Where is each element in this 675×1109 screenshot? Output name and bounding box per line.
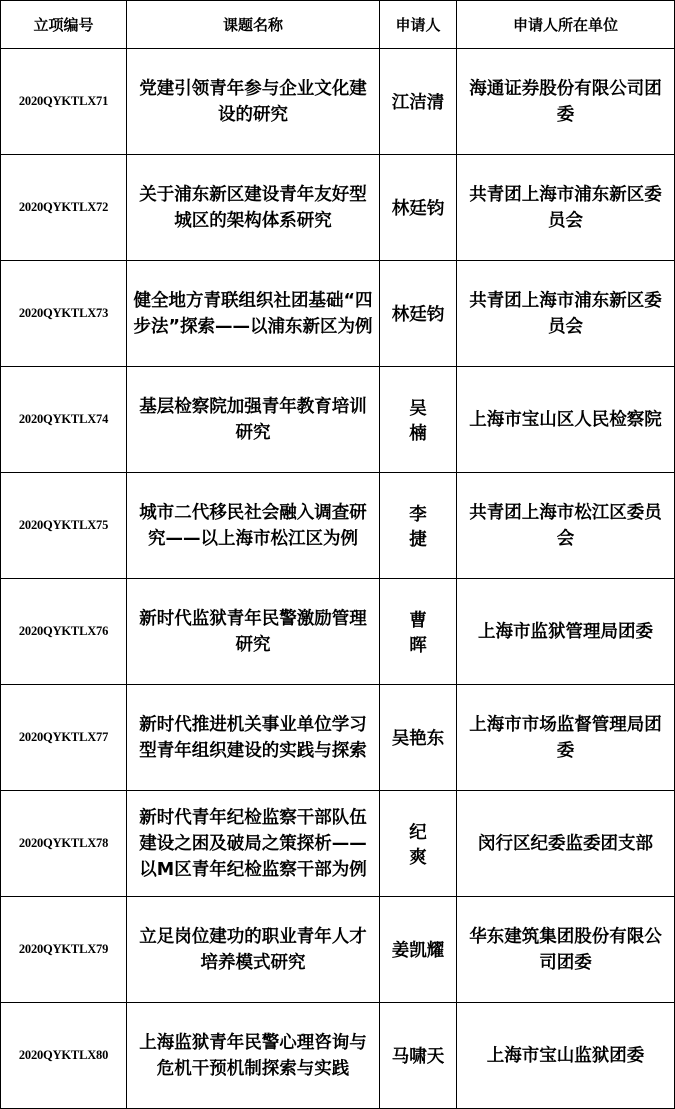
project-title: 基层检察院加强青年教育培训研究 bbox=[127, 367, 380, 473]
project-title: 健全地方青联组织社团基础“四步法”探索——以浦东新区为例 bbox=[127, 261, 380, 367]
header-title: 课题名称 bbox=[127, 1, 380, 49]
applicant-unit: 海通证券股份有限公司团委 bbox=[457, 49, 675, 155]
applicant-unit: 上海市监狱管理局团委 bbox=[457, 579, 675, 685]
table-row bbox=[1, 367, 675, 473]
project-title: 上海监狱青年民警心理咨询与危机干预机制探索与实践 bbox=[127, 1003, 380, 1109]
table-row bbox=[1, 579, 675, 685]
project-title: 立足岗位建功的职业青年人才培养模式研究 bbox=[127, 897, 380, 1003]
project-code: 2020QYKTLX71 bbox=[1, 49, 127, 155]
applicant-unit: 华东建筑集团股份有限公司团委 bbox=[457, 897, 675, 1003]
project-code: 2020QYKTLX79 bbox=[1, 897, 127, 1003]
applicant-name: 江洁清 bbox=[380, 49, 457, 155]
applicant-unit: 上海市宝山监狱团委 bbox=[457, 1003, 675, 1109]
project-code: 2020QYKTLX73 bbox=[1, 261, 127, 367]
header-unit: 申请人所在单位 bbox=[457, 1, 675, 49]
header-row bbox=[1, 1, 675, 49]
project-code: 2020QYKTLX77 bbox=[1, 685, 127, 791]
project-title: 党建引领青年参与企业文化建设的研究 bbox=[127, 49, 380, 155]
table-row bbox=[1, 685, 675, 791]
applicant-unit: 上海市宝山区人民检察院 bbox=[457, 367, 675, 473]
project-code: 2020QYKTLX78 bbox=[1, 791, 127, 897]
project-title: 新时代推进机关事业单位学习型青年组织建设的实践与探索 bbox=[127, 685, 380, 791]
applicant-name: 姜凯耀 bbox=[380, 897, 457, 1003]
table-row bbox=[1, 261, 675, 367]
applicant-name: 曹晖 bbox=[380, 579, 457, 685]
table-row bbox=[1, 897, 675, 1003]
project-code: 2020QYKTLX72 bbox=[1, 155, 127, 261]
table-row bbox=[1, 473, 675, 579]
table-row bbox=[1, 1003, 675, 1109]
applicant-name: 吴艳东 bbox=[380, 685, 457, 791]
table-row bbox=[1, 49, 675, 155]
applicant-unit: 共青团上海市浦东新区委员会 bbox=[457, 155, 675, 261]
applicant-name: 林廷钧 bbox=[380, 261, 457, 367]
applicant-unit: 上海市市场监督管理局团委 bbox=[457, 685, 675, 791]
project-code: 2020QYKTLX74 bbox=[1, 367, 127, 473]
project-code: 2020QYKTLX75 bbox=[1, 473, 127, 579]
project-title: 城市二代移民社会融入调查研究——以上海市松江区为例 bbox=[127, 473, 380, 579]
project-code: 2020QYKTLX80 bbox=[1, 1003, 127, 1109]
applicant-unit: 共青团上海市浦东新区委员会 bbox=[457, 261, 675, 367]
header-applicant: 申请人 bbox=[380, 1, 457, 49]
project-code: 2020QYKTLX76 bbox=[1, 579, 127, 685]
applicant-name: 林廷钧 bbox=[380, 155, 457, 261]
applicant-name: 纪爽 bbox=[380, 791, 457, 897]
project-title: 新时代监狱青年民警激励管理研究 bbox=[127, 579, 380, 685]
applicant-name: 马啸天 bbox=[380, 1003, 457, 1109]
applicant-name: 李捷 bbox=[380, 473, 457, 579]
applicant-unit: 共青团上海市松江区委员会 bbox=[457, 473, 675, 579]
project-title: 新时代青年纪检监察干部队伍建设之困及破局之策探析——以M区青年纪检监察干部为例 bbox=[127, 791, 380, 897]
header-code: 立项编号 bbox=[1, 1, 127, 49]
table-row bbox=[1, 155, 675, 261]
table-row bbox=[1, 791, 675, 897]
project-title: 关于浦东新区建设青年友好型城区的架构体系研究 bbox=[127, 155, 380, 261]
applicant-unit: 闵行区纪委监委团支部 bbox=[457, 791, 675, 897]
applicant-name: 吴楠 bbox=[380, 367, 457, 473]
